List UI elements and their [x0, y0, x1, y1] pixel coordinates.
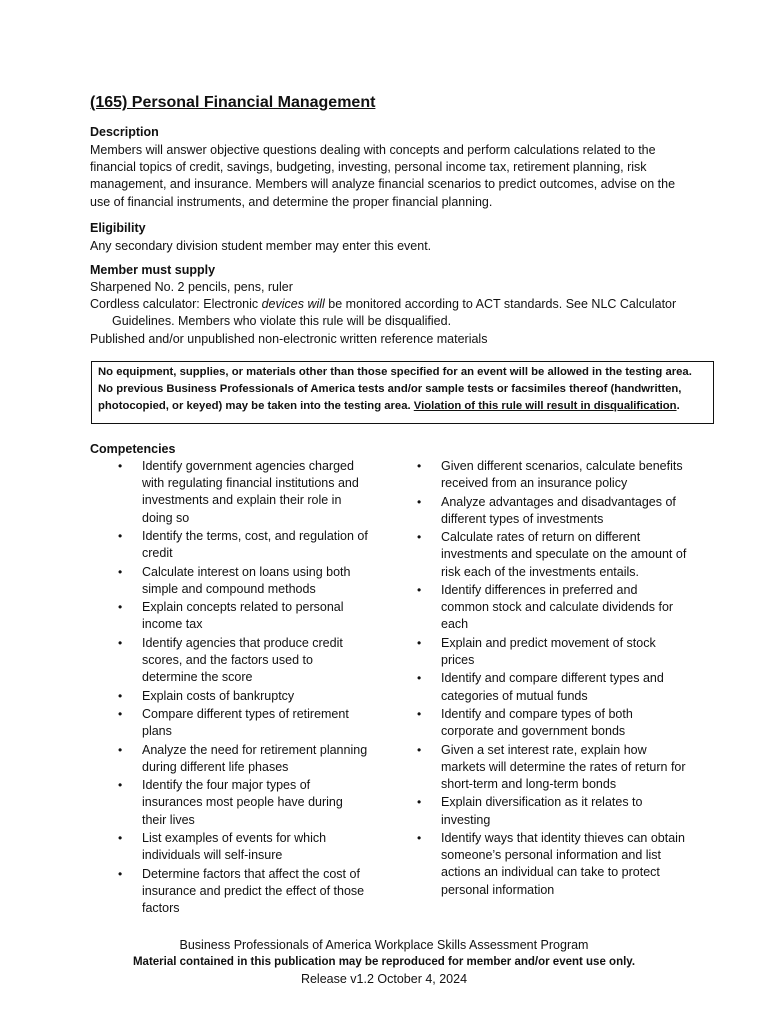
competency-item	[116, 742, 370, 776]
supply-calculator-text-b: be monitored according to ACT standards. See NLC Calculator Guidelines. Members who violate this rule will be disqualified.	[112, 297, 677, 329]
competency-text: Analyze the need for retirement planning during different life phases	[142, 742, 368, 774]
competency-item	[116, 599, 370, 633]
competency-text: Identify and compare different types and categories of mutual funds	[441, 671, 664, 703]
competency-item	[415, 670, 687, 704]
bullet-icon: •	[417, 459, 422, 473]
competency-text: Identify agencies that produce credit scores, and the factors used to determine the score	[142, 635, 343, 685]
competency-text: Identify government agencies charged with regulating financial institutions and investments and explain their role in doing so	[142, 459, 359, 525]
bullet-icon: •	[118, 830, 123, 845]
competencies-left-list	[116, 458, 370, 918]
bullet-icon: •	[118, 529, 123, 543]
eligibility-heading: Eligibility	[90, 221, 146, 235]
competency-text: List examples of events for which individuals will self-insure	[142, 830, 327, 863]
competency-item	[415, 742, 687, 794]
bullet-icon: •	[417, 706, 422, 721]
competency-text: Explain concepts related to personal income tax	[142, 600, 344, 632]
competencies-heading: Competencies	[90, 442, 176, 456]
notice-violation-text: Violation of this rule will result in disqualification	[413, 400, 677, 413]
bullet-icon: •	[118, 688, 123, 703]
competency-item	[116, 866, 370, 918]
supply-item-pencils: Sharpened No. 2 pencils, pens, ruler	[90, 280, 293, 294]
notice-box	[91, 361, 714, 424]
competency-item	[116, 528, 370, 562]
competencies-right-list	[415, 458, 687, 900]
competency-text: Explain diversification as it relates to investing	[441, 795, 643, 827]
bullet-icon: •	[118, 635, 123, 650]
description-text: Members will answer objective questions dealing with concepts and perform calculations related to the financial topics of credit, savings, budgeting, investing, personal income tax, retirement planning, risk management, and insurance. Members will analyze financial scenarios to predict outcomes, advise on the use of financial instruments, and determine the proper financial planning.	[90, 143, 676, 209]
competency-text: Identify the terms, cost, and regulation of credit	[142, 529, 368, 561]
bullet-icon: •	[118, 742, 123, 757]
bullet-icon: •	[417, 582, 422, 597]
bullet-icon: •	[118, 778, 123, 793]
bullet-icon: •	[118, 600, 123, 615]
competency-text: Determine factors that affect the cost of insurance and predict the effect of those factors	[142, 866, 365, 915]
bullet-icon: •	[417, 530, 422, 545]
notice-end: .	[676, 400, 680, 413]
competency-item	[116, 777, 370, 829]
supply-calculator-text-a: Cordless calculator: Electronic	[90, 297, 262, 311]
eligibility-text: Any secondary division student member may enter this event.	[90, 239, 432, 253]
bullet-icon: •	[417, 830, 422, 845]
competency-text: Given different scenarios, calculate benefits received from an insurance policy	[441, 459, 683, 491]
competency-item	[415, 458, 687, 492]
bullet-icon: •	[417, 795, 422, 810]
supply-item-reference: Published and/or unpublished non-electronic written reference materials	[90, 332, 488, 346]
competency-item	[116, 635, 370, 687]
supply-item-calculator	[90, 296, 722, 330]
competency-item	[415, 830, 687, 899]
competency-text: Explain costs of bankruptcy	[142, 688, 295, 703]
competency-item	[415, 706, 687, 740]
competency-item	[116, 830, 370, 864]
supply-calculator-italic: devices will	[261, 297, 325, 311]
footer-release: Release v1.2 October 4, 2024	[300, 972, 468, 986]
competency-text: Calculate interest on loans using both simple and compound methods	[142, 564, 351, 596]
bullet-icon: •	[417, 742, 422, 757]
competency-item	[415, 582, 687, 634]
competency-item	[415, 794, 687, 828]
bullet-icon: •	[417, 671, 422, 686]
competency-text: Identify and compare types of both corporate and government bonds	[441, 706, 633, 739]
competency-text: Calculate rates of return on different investments and speculate on the amount of risk each of the investments entails.	[441, 530, 687, 579]
competency-item	[415, 635, 687, 669]
description-heading: Description	[90, 125, 159, 139]
competency-text: Explain and predict movement of stock prices	[441, 635, 656, 667]
bullet-icon: •	[417, 494, 422, 509]
page-title: (165) Personal Financial Management	[90, 94, 376, 111]
competency-item	[116, 688, 370, 705]
notice-text: No equipment, supplies, or materials other than those specified for an event will be allowed in the testing area. No previous Business Professionals of America tests and/or sample tests or facsimiles thereof (handwritten, photocopied, or keyed) may be taken into the testing area.	[98, 366, 692, 413]
bullet-icon: •	[118, 564, 123, 579]
supply-heading: Member must supply	[90, 263, 216, 277]
competency-item	[116, 458, 370, 527]
footer-program: Business Professionals of America Workplace Skills Assessment Program	[179, 938, 589, 952]
competency-text: Identify the four major types of insurances most people have during their lives	[142, 778, 343, 827]
bullet-icon: •	[417, 635, 422, 650]
competency-item	[116, 564, 370, 598]
bullet-icon: •	[118, 706, 123, 721]
competency-item	[116, 706, 370, 740]
competency-text: Identify ways that identity thieves can obtain someone’s personal information and list actions an individual can take to protect personal information	[441, 830, 685, 897]
bullet-icon: •	[118, 459, 123, 473]
bullet-icon: •	[118, 866, 123, 881]
competency-text: Identify differences in preferred and common stock and calculate dividends for each	[441, 582, 674, 632]
competency-text: Analyze advantages and disadvantages of different types of investments	[441, 494, 676, 526]
competency-item	[415, 494, 687, 528]
competency-text: Compare different types of retirement plans	[142, 706, 349, 739]
competency-text: Given a set interest rate, explain how markets will determine the rates of return for short-term and long-term bonds	[441, 742, 686, 791]
competency-item	[415, 529, 687, 581]
footer-reproduction: Material contained in this publication may be reproduced for member and/or event use only.	[132, 956, 636, 968]
